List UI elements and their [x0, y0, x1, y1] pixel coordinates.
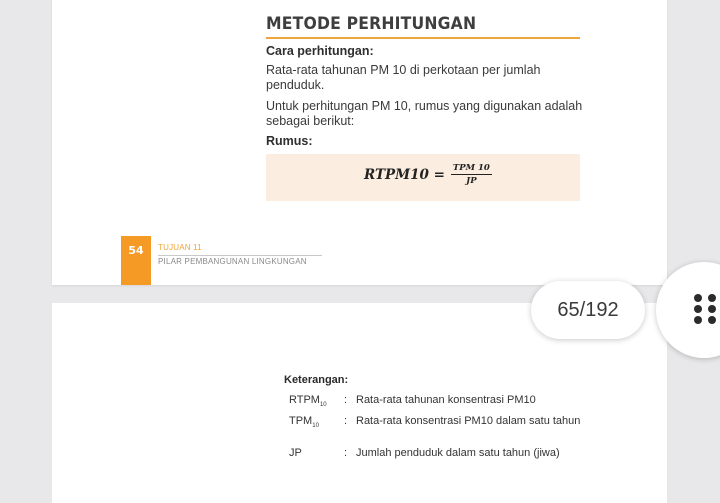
formula-box	[266, 154, 580, 201]
title-underline	[266, 37, 580, 39]
cara-perhitungan-label: Cara perhitungan:	[266, 44, 374, 58]
page-indicator[interactable]	[531, 281, 645, 339]
footer-pillar: PILAR PEMBANGUNAN LINGKUNGAN	[158, 257, 307, 266]
paragraph-formula-intro: Untuk perhitungan PM 10, rumus yang digunakan adalah sebagai berikut:	[266, 99, 583, 128]
colon: :	[344, 415, 348, 427]
section-title: METODE PERHITUNGAN	[266, 14, 477, 34]
formula-lhs: RTPM10 =	[364, 167, 445, 183]
term-jp: JP	[289, 447, 302, 459]
definition-tpm10: Rata-rata konsentrasi PM10 dalam satu tahun	[356, 415, 581, 427]
footer-goal: TUJUAN 11	[158, 243, 202, 252]
colon: :	[344, 394, 348, 406]
formula-numerator: TPM 10	[452, 163, 490, 173]
page-number: 54	[128, 244, 144, 257]
definition-rtpm10: Rata-rata tahunan konsentrasi PM10	[356, 394, 536, 406]
term-rtpm10: $RTPM_{10}$	[289, 394, 327, 409]
page-indicator-text: 65/192	[557, 299, 619, 321]
footer-divider	[158, 255, 322, 256]
term-tpm10: $TPM_{10}$	[289, 415, 319, 430]
definition-jp: Jumlah penduduk dalam satu tahun (jiwa)	[356, 447, 560, 459]
page-number-badge	[121, 236, 151, 285]
paragraph-definition: Rata-rata tahunan PM 10 di perkotaan per jumlah penduduk.	[266, 63, 541, 92]
keterangan-label: Keterangan:	[284, 374, 349, 386]
grid-dots-icon	[694, 294, 718, 326]
formula	[364, 163, 492, 187]
rumus-label: Rumus:	[266, 134, 313, 148]
formula-denominator: JP	[466, 176, 477, 186]
colon: :	[344, 447, 348, 459]
document-page-54	[52, 0, 667, 285]
formula-fraction	[451, 163, 492, 187]
